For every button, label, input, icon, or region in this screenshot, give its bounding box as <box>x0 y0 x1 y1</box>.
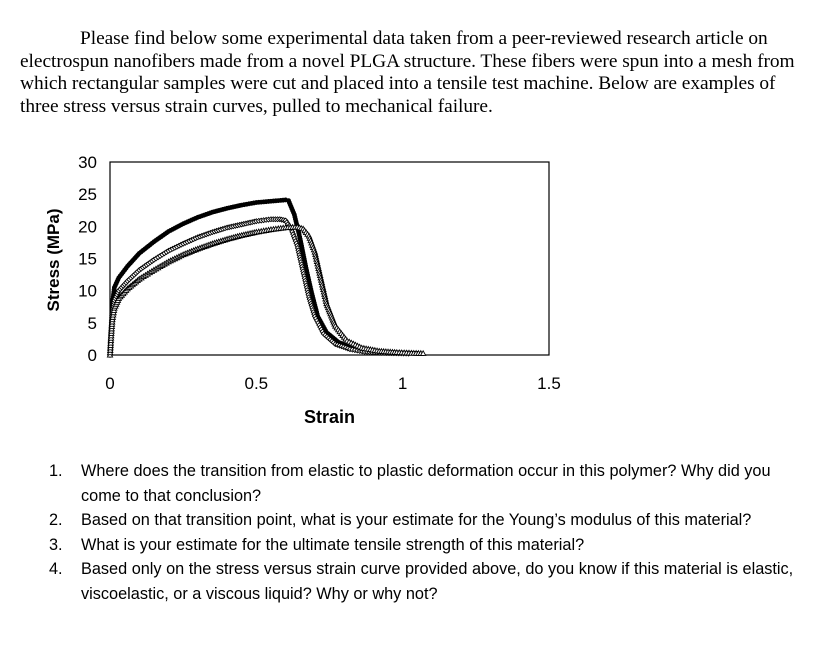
series-curve-3 <box>107 224 425 357</box>
series-curve-2 <box>108 217 411 358</box>
question-1-text: Where does the transition from elastic to plastic deformation occur in this polymer? Why did you come to that conclusion? <box>81 462 771 505</box>
y-tick-label-4: 20 <box>78 217 97 237</box>
y-tick-label-5: 25 <box>78 185 97 205</box>
x-tick-label-2: 1 <box>397 374 408 393</box>
question-1 <box>49 459 809 508</box>
y-axis-label: Stress (MPa) <box>44 208 63 312</box>
x-tick-label-1: 0.5 <box>244 374 269 393</box>
question-3-number: 3. <box>49 535 63 554</box>
question-3-text: What is your estimate for the ultimate tensile strength of this material? <box>81 535 585 554</box>
x-tick-labels <box>105 374 561 393</box>
intro-paragraph: Please find below some experimental data taken from a peer-reviewed research article on electrospun nanofibers made from a novel PLGA structure. These fibers were spun into a mesh from which rectangular samples were cut and placed into a tensile test machine. Below are examples of three stress versus strain curves, pulled to mechanical failure. <box>20 28 795 118</box>
y-tick-label-0: 0 <box>87 346 97 365</box>
y-tick-label-6: 30 <box>78 153 97 172</box>
y-tick-labels <box>78 153 97 365</box>
y-tick-label-3: 15 <box>78 249 97 269</box>
question-1-number: 1. <box>49 462 63 480</box>
question-list <box>49 459 809 607</box>
question-3 <box>49 533 809 558</box>
x-axis-label: Strain <box>303 407 356 427</box>
question-2-number: 2. <box>49 511 63 530</box>
question-4-number: 4. <box>49 560 63 579</box>
y-tick-label-1: 5 <box>87 313 97 333</box>
data-series <box>107 198 425 358</box>
x-tick-label-3: 1.5 <box>537 374 561 393</box>
question-2 <box>49 508 809 533</box>
y-tick-label-2: 10 <box>78 281 97 301</box>
question-4 <box>49 557 809 606</box>
x-tick-label-0: 0 <box>105 374 115 393</box>
question-4-text: Based only on the stress versus strain curve provided above, do you know if this material is elastic, viscoelastic, or a viscous liquid? Why or why not? <box>81 560 794 603</box>
question-2-text: Based on that transition point, what is your estimate for the Young’s modulus of this material? <box>81 511 752 530</box>
